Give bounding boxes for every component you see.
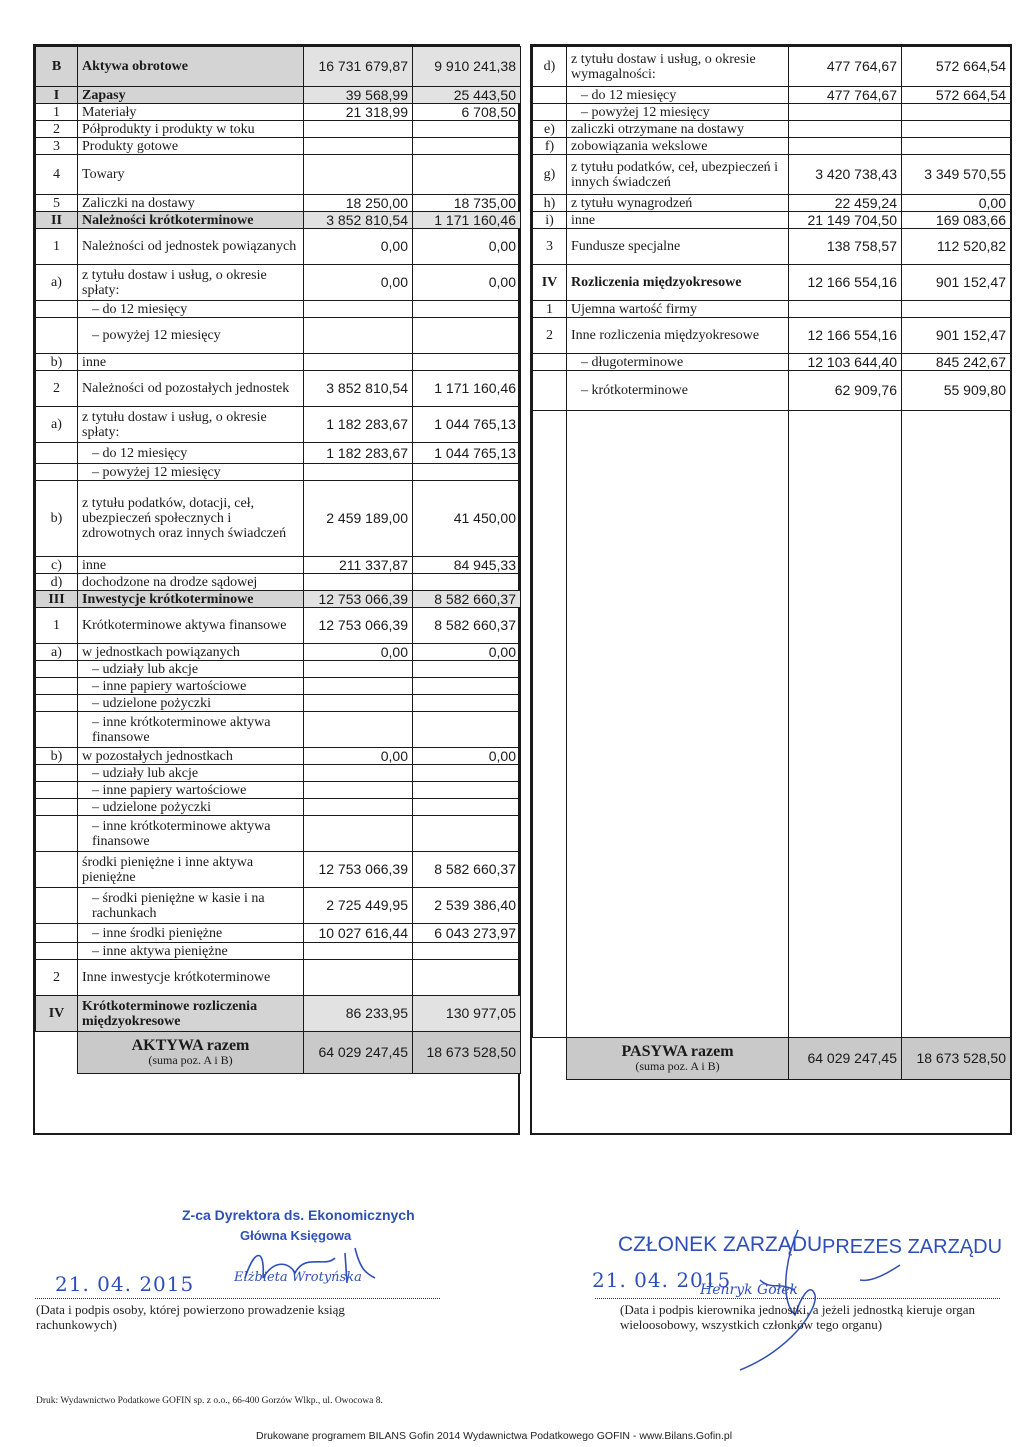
left-row-label: Należności krótkoterminowe	[78, 212, 304, 229]
left-row-value-2: 8 582 660,37	[413, 852, 521, 888]
left-row-value-2	[413, 678, 521, 695]
right-row-label: zobowiązania wekslowe	[567, 138, 789, 155]
right-row-value-2: 901 152,47	[902, 318, 1011, 354]
right-row-label: Ujemna wartość firmy	[567, 301, 789, 318]
left-row-code: 1	[36, 229, 78, 265]
right-row	[533, 265, 1011, 301]
left-row-value-2	[413, 960, 521, 996]
right-row-label: z tytułu dostaw i usług, o okresie wymagalności:	[567, 47, 789, 87]
left-row-value-2	[413, 661, 521, 678]
left-row-value-2	[413, 574, 521, 591]
left-row-value-2	[413, 799, 521, 816]
left-row-value-2: 8 582 660,37	[413, 608, 521, 644]
assets-total-value-2: 18 673 528,50	[413, 1032, 521, 1074]
left-row-value-1	[304, 816, 413, 852]
left-row-label: z tytułu podatków, dotacji, ceł, ubezpieczeń społecznych i zdrowotnych oraz innych świadczeń	[78, 481, 304, 557]
right-row-code: e)	[533, 121, 567, 138]
left-row-code	[36, 443, 78, 464]
left-row-value-1	[304, 354, 413, 371]
left-row	[36, 354, 521, 371]
left-row	[36, 265, 521, 301]
left-row-value-1	[304, 678, 413, 695]
left-row-code: a)	[36, 644, 78, 661]
left-row	[36, 195, 521, 212]
left-row-code: b)	[36, 354, 78, 371]
right-row-value-2: 112 520,82	[902, 229, 1011, 265]
left-row-value-2	[413, 712, 521, 748]
left-row-label: – inne papiery wartościowe	[78, 678, 304, 695]
right-row-value-1: 22 459,24	[789, 195, 902, 212]
left-row	[36, 481, 521, 557]
left-row-value-1: 10 027 616,44	[304, 924, 413, 943]
left-row-label: – udziały lub akcje	[78, 765, 304, 782]
left-signature-caption: (Data i podpis osoby, której powierzono prowadzenie ksiąg rachunkowych)	[36, 1302, 345, 1332]
left-row-value-1: 12 753 066,39	[304, 852, 413, 888]
left-row-code	[36, 464, 78, 481]
left-row	[36, 765, 521, 782]
left-row-value-1	[304, 661, 413, 678]
left-row-code	[36, 782, 78, 799]
left-row-value-1: 211 337,87	[304, 557, 413, 574]
left-row-label: inne	[78, 354, 304, 371]
left-row	[36, 443, 521, 464]
left-row-code	[36, 765, 78, 782]
right-row	[533, 301, 1011, 318]
printer-note: Druk: Wydawnictwo Podatkowe GOFIN sp. z o.o., 66-400 Gorzów Wlkp., ul. Owocowa 8.	[36, 1396, 383, 1406]
right-row-code: i)	[533, 212, 567, 229]
left-row	[36, 371, 521, 407]
right-signature-line	[595, 1298, 1000, 1299]
left-row-label: z tytułu dostaw i usług, o okresie spłaty:	[78, 407, 304, 443]
assets-table	[35, 46, 521, 1074]
left-row-value-2	[413, 121, 521, 138]
left-row	[36, 574, 521, 591]
right-row-value-2: 169 083,66	[902, 212, 1011, 229]
left-date: 21. 04. 2015	[55, 1272, 195, 1296]
left-row-value-2	[413, 318, 521, 354]
left-row-code: a)	[36, 407, 78, 443]
right-row-code: g)	[533, 155, 567, 195]
right-row-label: – długoterminowe	[567, 354, 789, 371]
left-row	[36, 138, 521, 155]
left-row-code: IV	[36, 996, 78, 1032]
left-row-code: II	[36, 212, 78, 229]
left-row-label: – do 12 miesięcy	[78, 301, 304, 318]
left-row-label: Krótkoterminowe aktywa finansowe	[78, 608, 304, 644]
left-row-code: 2	[36, 121, 78, 138]
left-row-value-1: 2 725 449,95	[304, 888, 413, 924]
liabilities-total-label: PASYWA razem	[621, 1043, 734, 1060]
left-row-value-2: 84 945,33	[413, 557, 521, 574]
chief-accountant-name: Elżbieta Wrotyńska	[234, 1270, 362, 1285]
left-row-code: I	[36, 87, 78, 104]
left-row-value-1	[304, 574, 413, 591]
chief-accountant-stamp-title: Z-ca Dyrektora ds. Ekonomicznych	[182, 1207, 415, 1223]
left-row-label: Zaliczki na dostawy	[78, 195, 304, 212]
left-row-label: Materiały	[78, 104, 304, 121]
left-row	[36, 87, 521, 104]
left-row-label: Należności od pozostałych jednostek	[78, 371, 304, 407]
left-row-label: – środki pieniężne w kasie i na rachunkach	[78, 888, 304, 924]
left-row-value-2: 1 044 765,13	[413, 443, 521, 464]
left-row-label: w jednostkach powiązanych	[78, 644, 304, 661]
right-row-value-1: 477 764,67	[789, 47, 902, 87]
right-row	[533, 195, 1011, 212]
left-row-code: b)	[36, 748, 78, 765]
left-row-code	[36, 852, 78, 888]
left-row-label: – inne krótkoterminowe aktywa finansowe	[78, 712, 304, 748]
left-row-value-2	[413, 138, 521, 155]
left-row	[36, 661, 521, 678]
left-row-value-1: 2 459 189,00	[304, 481, 413, 557]
chief-accountant-stamp-role: Główna Księgowa	[240, 1228, 352, 1243]
right-row-code	[533, 104, 567, 121]
right-row-label: inne	[567, 212, 789, 229]
left-row-label: – inne papiery wartościowe	[78, 782, 304, 799]
left-row-code	[36, 712, 78, 748]
left-row-code	[36, 799, 78, 816]
left-row-value-2: 25 443,50	[413, 87, 521, 104]
right-row-value-2: 3 349 570,55	[902, 155, 1011, 195]
left-row-value-2: 6 043 273,97	[413, 924, 521, 943]
left-row	[36, 799, 521, 816]
left-row-value-1	[304, 318, 413, 354]
right-row-value-2: 55 909,80	[902, 371, 1011, 411]
right-row-code	[533, 354, 567, 371]
left-row-value-2: 2 539 386,40	[413, 888, 521, 924]
right-row-value-2: 901 152,47	[902, 265, 1011, 301]
right-row-label: – do 12 miesięcy	[567, 87, 789, 104]
right-row-value-1: 477 764,67	[789, 87, 902, 104]
left-row-value-1: 0,00	[304, 229, 413, 265]
left-row	[36, 748, 521, 765]
right-row	[533, 87, 1011, 104]
left-row-value-1: 0,00	[304, 644, 413, 661]
left-row-code: 2	[36, 960, 78, 996]
right-row-label: Inne rozliczenia międzyokresowe	[567, 318, 789, 354]
left-row	[36, 121, 521, 138]
chief-accountant-signature	[235, 1238, 385, 1298]
left-row-value-2	[413, 943, 521, 960]
liabilities-total-label-cell	[567, 1038, 789, 1080]
left-row	[36, 229, 521, 265]
right-date: 21. 04. 2015	[592, 1268, 732, 1292]
left-row	[36, 464, 521, 481]
left-row	[36, 678, 521, 695]
right-row-code: IV	[533, 265, 567, 301]
right-row-label: Fundusze specjalne	[567, 229, 789, 265]
left-row	[36, 318, 521, 354]
left-row-value-1	[304, 695, 413, 712]
left-row	[36, 407, 521, 443]
left-row-label: dochodzone na drodze sądowej	[78, 574, 304, 591]
left-row-label: – inne aktywa pieniężne	[78, 943, 304, 960]
left-row-value-1: 0,00	[304, 748, 413, 765]
left-row-code: 4	[36, 155, 78, 195]
president-stamp: PREZES ZARZĄDU	[822, 1236, 1003, 1258]
left-row-code	[36, 661, 78, 678]
assets-table-panel	[33, 44, 520, 1135]
liabilities-table-panel	[530, 44, 1012, 1135]
left-row-value-2: 1 171 160,46	[413, 212, 521, 229]
left-row-code: 3	[36, 138, 78, 155]
left-row-value-1	[304, 960, 413, 996]
left-row-code: a)	[36, 265, 78, 301]
liabilities-total-row	[533, 1038, 1011, 1080]
assets-total-label: AKTYWA razem	[131, 1037, 250, 1054]
right-row-code: d)	[533, 47, 567, 87]
left-row-value-2: 0,00	[413, 229, 521, 265]
left-row-code: B	[36, 47, 78, 87]
left-row	[36, 888, 521, 924]
right-row	[533, 138, 1011, 155]
left-row-label: – do 12 miesięcy	[78, 443, 304, 464]
right-row-label: – powyżej 12 miesięcy	[567, 104, 789, 121]
left-row-code: III	[36, 591, 78, 608]
left-row-value-2	[413, 782, 521, 799]
left-row	[36, 47, 521, 87]
right-row	[533, 354, 1011, 371]
left-row-value-1	[304, 138, 413, 155]
left-row-code: c)	[36, 557, 78, 574]
right-row-value-1	[789, 301, 902, 318]
right-row-code: h)	[533, 195, 567, 212]
management-signatures	[700, 1220, 930, 1380]
left-row-code	[36, 888, 78, 924]
left-row-value-2	[413, 765, 521, 782]
left-row-value-1: 16 731 679,87	[304, 47, 413, 87]
liabilities-total-value-2: 18 673 528,50	[902, 1038, 1011, 1080]
left-row-value-2: 9 910 241,38	[413, 47, 521, 87]
left-row-code	[36, 301, 78, 318]
left-row-label: – udziały lub akcje	[78, 661, 304, 678]
right-row	[533, 121, 1011, 138]
left-row-value-1	[304, 301, 413, 318]
liabilities-table	[532, 46, 1011, 1080]
left-row-label: – powyżej 12 miesięcy	[78, 318, 304, 354]
right-row-label: z tytułu wynagrodzeń	[567, 195, 789, 212]
right-row-code	[533, 371, 567, 411]
left-row-label: Inwestycje krótkoterminowe	[78, 591, 304, 608]
board-member-stamp: CZŁONEK ZARZĄDU	[618, 1233, 823, 1256]
right-row-value-2: 572 664,54	[902, 87, 1011, 104]
left-row-value-1	[304, 799, 413, 816]
right-row-code: 2	[533, 318, 567, 354]
left-row-value-1: 86 233,95	[304, 996, 413, 1032]
left-row-label: – powyżej 12 miesięcy	[78, 464, 304, 481]
left-row-value-1: 18 250,00	[304, 195, 413, 212]
left-row-label: inne	[78, 557, 304, 574]
left-row-code	[36, 943, 78, 960]
left-row-label: Produkty gotowe	[78, 138, 304, 155]
left-row-label: środki pieniężne i inne aktywa pieniężne	[78, 852, 304, 888]
assets-total-row	[36, 1032, 521, 1074]
left-row-code: 2	[36, 371, 78, 407]
left-row-value-1	[304, 943, 413, 960]
right-row-value-2	[902, 121, 1011, 138]
right-row-code: 3	[533, 229, 567, 265]
left-row	[36, 104, 521, 121]
left-row-code	[36, 678, 78, 695]
left-row-value-2: 0,00	[413, 265, 521, 301]
left-row	[36, 816, 521, 852]
liabilities-total-sub: (suma poz. A i B)	[635, 1059, 720, 1073]
right-row-label: – krótkoterminowe	[567, 371, 789, 411]
left-row-label: z tytułu dostaw i usług, o okresie spłaty:	[78, 265, 304, 301]
left-row-value-2	[413, 816, 521, 852]
right-row	[533, 212, 1011, 229]
left-row-code	[36, 318, 78, 354]
left-row-code: 1	[36, 608, 78, 644]
left-row	[36, 712, 521, 748]
left-row-value-2: 41 450,00	[413, 481, 521, 557]
left-row-code: d)	[36, 574, 78, 591]
right-row	[533, 371, 1011, 411]
right-row-code: 1	[533, 301, 567, 318]
left-row-value-1: 21 318,99	[304, 104, 413, 121]
left-row-label: – udzielone pożyczki	[78, 695, 304, 712]
left-row	[36, 155, 521, 195]
right-row	[533, 155, 1011, 195]
right-row-value-1: 138 758,57	[789, 229, 902, 265]
right-row-value-1	[789, 121, 902, 138]
right-row-value-2: 845 242,67	[902, 354, 1011, 371]
left-row-value-2: 0,00	[413, 748, 521, 765]
right-row-value-1: 12 166 554,16	[789, 318, 902, 354]
left-row-label: Zapasy	[78, 87, 304, 104]
left-row	[36, 960, 521, 996]
left-row-label: Aktywa obrotowe	[78, 47, 304, 87]
right-row-value-1: 12 103 644,40	[789, 354, 902, 371]
right-row-value-1: 21 149 704,50	[789, 212, 902, 229]
right-row-value-1	[789, 104, 902, 121]
right-row-value-2	[902, 301, 1011, 318]
left-row-value-1: 1 182 283,67	[304, 407, 413, 443]
left-row-value-2	[413, 301, 521, 318]
left-row-value-1	[304, 155, 413, 195]
assets-total-label-cell	[78, 1032, 304, 1074]
right-row-label: z tytułu podatków, ceł, ubezpieczeń i innych świadczeń	[567, 155, 789, 195]
right-row-label: Rozliczenia międzyokresowe	[567, 265, 789, 301]
right-row	[533, 47, 1011, 87]
left-row	[36, 644, 521, 661]
left-row	[36, 608, 521, 644]
left-row-value-2: 8 582 660,37	[413, 591, 521, 608]
left-row-value-1: 39 568,99	[304, 87, 413, 104]
right-row	[533, 229, 1011, 265]
left-row-value-1: 12 753 066,39	[304, 591, 413, 608]
footer-note: Drukowane programem BILANS Gofin 2014 Wydawnictwa Podatkowego GOFIN - www.Bilans.Gofin.pl	[256, 1430, 733, 1442]
left-row-label: Półprodukty i produkty w toku	[78, 121, 304, 138]
left-row	[36, 924, 521, 943]
right-row-value-1: 62 909,76	[789, 371, 902, 411]
left-row-code: 5	[36, 195, 78, 212]
left-row-code	[36, 695, 78, 712]
left-row-label: – inne krótkoterminowe aktywa finansowe	[78, 816, 304, 852]
left-row-value-2: 6 708,50	[413, 104, 521, 121]
right-signature-caption: (Data i podpis kierownika jednostki, a jeżeli jednostką kieruje organ wieloosobowy, wszystkich członków tego organu)	[620, 1302, 975, 1332]
left-row-value-1	[304, 765, 413, 782]
left-row-value-1	[304, 121, 413, 138]
left-row-value-1: 0,00	[304, 265, 413, 301]
left-row-code	[36, 816, 78, 852]
left-row-label: Inne inwestycje krótkoterminowe	[78, 960, 304, 996]
left-row-value-2	[413, 354, 521, 371]
board-member-name: Henryk Gołek	[700, 1282, 798, 1298]
left-row	[36, 301, 521, 318]
left-row	[36, 852, 521, 888]
left-row-label: Należności od jednostek powiązanych	[78, 229, 304, 265]
right-row-value-2	[902, 104, 1011, 121]
assets-total-sub: (suma poz. A i B)	[148, 1053, 233, 1067]
left-row-value-1: 1 182 283,67	[304, 443, 413, 464]
left-signature-line	[35, 1298, 440, 1299]
right-row	[533, 318, 1011, 354]
left-row-value-2: 1 171 160,46	[413, 371, 521, 407]
left-row-code	[36, 924, 78, 943]
left-row	[36, 782, 521, 799]
liabilities-blank-area	[533, 411, 1011, 1038]
left-row-value-1	[304, 464, 413, 481]
left-row-value-2: 0,00	[413, 644, 521, 661]
left-row-value-2	[413, 155, 521, 195]
left-row-code: b)	[36, 481, 78, 557]
left-row-value-1	[304, 712, 413, 748]
right-row-value-1: 12 166 554,16	[789, 265, 902, 301]
right-row-label: zaliczki otrzymane na dostawy	[567, 121, 789, 138]
right-row-code	[533, 87, 567, 104]
left-row	[36, 591, 521, 608]
left-row-label: – inne środki pieniężne	[78, 924, 304, 943]
left-row	[36, 212, 521, 229]
right-row	[533, 104, 1011, 121]
left-row-label: – udzielone pożyczki	[78, 799, 304, 816]
right-row-code: f)	[533, 138, 567, 155]
left-row-value-1: 3 852 810,54	[304, 212, 413, 229]
left-row-value-2: 130 977,05	[413, 996, 521, 1032]
left-row-value-2	[413, 695, 521, 712]
left-row	[36, 695, 521, 712]
left-row	[36, 557, 521, 574]
left-row-label: w pozostałych jednostkach	[78, 748, 304, 765]
left-row-value-1	[304, 782, 413, 799]
left-row	[36, 943, 521, 960]
right-row-value-1: 3 420 738,43	[789, 155, 902, 195]
left-row	[36, 996, 521, 1032]
left-row-label: Krótkoterminowe rozliczenia międzyokresowe	[78, 996, 304, 1032]
assets-total-value-1: 64 029 247,45	[304, 1032, 413, 1074]
left-row-value-1: 3 852 810,54	[304, 371, 413, 407]
left-row-label: Towary	[78, 155, 304, 195]
left-row-value-2: 18 735,00	[413, 195, 521, 212]
right-row-value-2: 572 664,54	[902, 47, 1011, 87]
left-row-value-1: 12 753 066,39	[304, 608, 413, 644]
left-row-code: 1	[36, 104, 78, 121]
left-row-value-2	[413, 464, 521, 481]
right-row-value-1	[789, 138, 902, 155]
liabilities-total-value-1: 64 029 247,45	[789, 1038, 902, 1080]
right-row-value-2: 0,00	[902, 195, 1011, 212]
right-row-value-2	[902, 138, 1011, 155]
left-row-value-2: 1 044 765,13	[413, 407, 521, 443]
